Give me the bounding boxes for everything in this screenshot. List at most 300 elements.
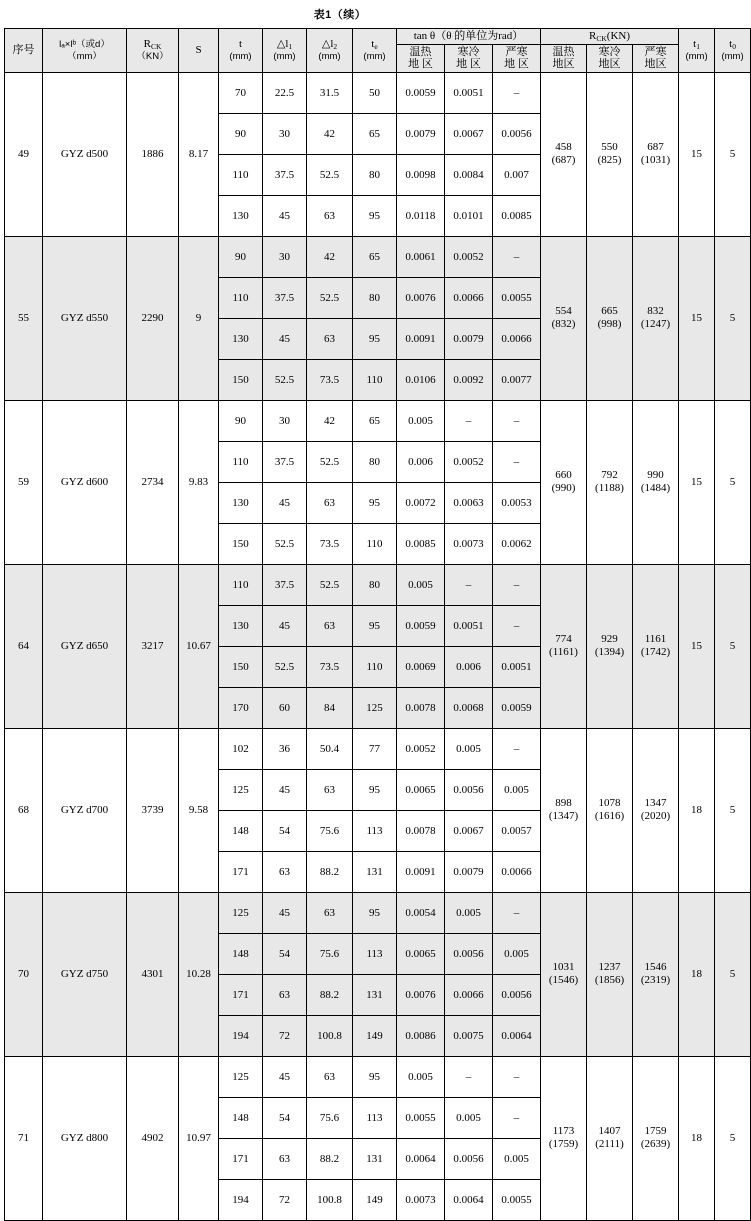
cell-tan-warm: 0.0073: [397, 1179, 445, 1220]
header-rck-zone-cold-l1: 寒冷: [598, 45, 621, 58]
cell-tan-warm: 0.0065: [397, 769, 445, 810]
cell-rck-severe: [633, 728, 679, 892]
row-rck-value: 2290: [127, 236, 179, 400]
cell-te: 95: [353, 482, 397, 523]
cell-te: 95: [353, 605, 397, 646]
cell-tan-warm: 0.005: [397, 1056, 445, 1097]
cell-tan-cold: 0.0067: [445, 810, 493, 851]
cell-t1: 15: [679, 400, 715, 564]
cell-delta-l1: 45: [263, 892, 307, 933]
header-te: [353, 29, 397, 73]
cell-t1: 15: [679, 236, 715, 400]
header-dl1-sub: 1: [288, 41, 293, 51]
row-specification: GYZ d800: [43, 1056, 127, 1220]
header-rck-zone-warm-l2: 地区: [552, 58, 575, 71]
header-t1-symbol: t: [693, 37, 697, 50]
cell-t0: 5: [715, 564, 751, 728]
cell-te: 80: [353, 564, 397, 605]
cell-tan-warm: 0.0076: [397, 277, 445, 318]
cell-rck-severe-paren: (2319): [640, 974, 671, 987]
cell-tan-severe: 0.005: [493, 933, 541, 974]
row-rck-value: 1886: [127, 72, 179, 236]
table-row: [5, 728, 751, 769]
table-row: [5, 236, 751, 277]
cell-tan-cold: 0.005: [445, 728, 493, 769]
cell-delta-l1: 52.5: [263, 523, 307, 564]
cell-t: 170: [219, 687, 263, 728]
cell-tan-severe: –: [493, 728, 541, 769]
header-tan-zone-warm-l1: 温热: [409, 45, 432, 58]
cell-te: 95: [353, 1056, 397, 1097]
cell-t1: 18: [679, 892, 715, 1056]
header-dl2-symbol: △l: [321, 37, 334, 50]
cell-delta-l2: 52.5: [307, 277, 353, 318]
table-row: [5, 1056, 751, 1097]
header-rck-group: [541, 29, 679, 45]
cell-t: 70: [219, 72, 263, 113]
cell-t0: 5: [715, 892, 751, 1056]
cell-rck-cold-main: 1078: [598, 796, 621, 809]
cell-delta-l2: 63: [307, 769, 353, 810]
cell-delta-l1: 60: [263, 687, 307, 728]
cell-rck-warm: [541, 892, 587, 1056]
cell-delta-l2: 73.5: [307, 523, 353, 564]
cell-tan-cold: 0.0056: [445, 1138, 493, 1179]
cell-rck-warm-main: 898: [555, 796, 572, 809]
cell-delta-l1: 45: [263, 769, 307, 810]
cell-rck-cold-paren: (1616): [594, 810, 625, 823]
header-spec: [43, 29, 127, 73]
cell-tan-cold: 0.0052: [445, 441, 493, 482]
cell-t: 150: [219, 523, 263, 564]
cell-rck-warm-paren: (1161): [549, 646, 578, 659]
cell-rck-severe: [633, 564, 679, 728]
cell-tan-severe: –: [493, 564, 541, 605]
cell-tan-cold: 0.0051: [445, 605, 493, 646]
cell-rck-warm: [541, 400, 587, 564]
cell-te: 113: [353, 810, 397, 851]
row-specification: GYZ d700: [43, 728, 127, 892]
cell-rck-warm: [541, 236, 587, 400]
cell-tan-cold: 0.0079: [445, 318, 493, 359]
cell-t1: 15: [679, 564, 715, 728]
cell-t: 150: [219, 359, 263, 400]
cell-delta-l2: 42: [307, 400, 353, 441]
cell-tan-warm: 0.0064: [397, 1138, 445, 1179]
cell-t: 171: [219, 1138, 263, 1179]
cell-delta-l2: 100.8: [307, 1015, 353, 1056]
row-sequence: 64: [5, 564, 43, 728]
cell-tan-warm: 0.0052: [397, 728, 445, 769]
cell-te: 149: [353, 1015, 397, 1056]
cell-tan-warm: 0.0059: [397, 72, 445, 113]
cell-tan-cold: 0.0056: [445, 769, 493, 810]
header-rck-group-unit: (KN): [606, 30, 630, 42]
cell-rck-severe-main: 1161: [644, 632, 667, 645]
cell-delta-l1: 54: [263, 810, 307, 851]
cell-tan-severe: 0.0066: [493, 851, 541, 892]
cell-tan-warm: 0.0054: [397, 892, 445, 933]
cell-rck-warm-paren: (1546): [548, 974, 579, 987]
row-rck-value: 4301: [127, 892, 179, 1056]
cell-delta-l2: 63: [307, 892, 353, 933]
cell-delta-l1: 37.5: [263, 441, 307, 482]
row-sequence: 71: [5, 1056, 43, 1220]
cell-te: 65: [353, 236, 397, 277]
cell-t: 125: [219, 769, 263, 810]
cell-t: 110: [219, 277, 263, 318]
header-rck: [127, 29, 179, 73]
cell-delta-l2: 50.4: [307, 728, 353, 769]
cell-rck-cold-main: 1237: [598, 960, 621, 973]
cell-t: 90: [219, 236, 263, 277]
cell-t: 150: [219, 646, 263, 687]
cell-tan-cold: 0.0052: [445, 236, 493, 277]
cell-rck-warm: [541, 728, 587, 892]
cell-delta-l2: 75.6: [307, 1097, 353, 1138]
cell-rck-severe: [633, 72, 679, 236]
row-shape-factor: 9.58: [179, 728, 219, 892]
cell-te: 77: [353, 728, 397, 769]
cell-rck-severe-paren: (2639): [640, 1138, 671, 1151]
cell-tan-cold: 0.0079: [445, 851, 493, 892]
row-specification: GYZ d750: [43, 892, 127, 1056]
cell-t: 125: [219, 892, 263, 933]
cell-delta-l2: 63: [307, 605, 353, 646]
cell-tan-warm: 0.0076: [397, 974, 445, 1015]
cell-tan-warm: 0.0069: [397, 646, 445, 687]
cell-delta-l2: 88.2: [307, 1138, 353, 1179]
cell-tan-severe: –: [493, 441, 541, 482]
header-tan-zone-warm: [397, 44, 445, 72]
cell-rck-cold-paren: (825): [597, 154, 622, 167]
header-rck-unit: （KN）: [136, 51, 169, 63]
cell-tan-cold: 0.0064: [445, 1179, 493, 1220]
cell-rck-warm: [541, 72, 587, 236]
cell-t: 130: [219, 605, 263, 646]
cell-delta-l2: 42: [307, 113, 353, 154]
cell-tan-warm: 0.0055: [397, 1097, 445, 1138]
cell-delta-l1: 45: [263, 318, 307, 359]
header-t0-symbol: t: [729, 37, 733, 50]
cell-t: 130: [219, 195, 263, 236]
cell-rck-warm-main: 458: [555, 140, 572, 153]
row-sequence: 68: [5, 728, 43, 892]
cell-tan-severe: 0.0056: [493, 974, 541, 1015]
cell-tan-warm: 0.0086: [397, 1015, 445, 1056]
header-tan-zone-warm-l2: 地 区: [408, 58, 433, 71]
cell-tan-cold: –: [445, 564, 493, 605]
header-tan-zone-cold: [445, 44, 493, 72]
cell-delta-l1: 54: [263, 933, 307, 974]
cell-tan-severe: 0.0056: [493, 113, 541, 154]
cell-delta-l1: 22.5: [263, 72, 307, 113]
header-rck-group-symbol: R: [589, 30, 597, 42]
cell-tan-cold: 0.0066: [445, 974, 493, 1015]
cell-rck-warm: [541, 564, 587, 728]
cell-rck-cold-paren: (1394): [594, 646, 625, 659]
row-shape-factor: 9: [179, 236, 219, 400]
cell-rck-warm-paren: (687): [551, 154, 576, 167]
cell-rck-cold: [587, 236, 633, 400]
cell-rck-severe-paren: (1247): [640, 318, 671, 331]
cell-te: 131: [353, 1138, 397, 1179]
cell-rck-severe: [633, 236, 679, 400]
table-body: [5, 72, 751, 1220]
cell-t0: 5: [715, 236, 751, 400]
header-t1-unit: (mm): [685, 51, 708, 63]
cell-t: 171: [219, 974, 263, 1015]
cell-tan-cold: 0.0084: [445, 154, 493, 195]
header-rck-zone-cold: [587, 44, 633, 72]
cell-delta-l2: 63: [307, 318, 353, 359]
cell-tan-cold: 0.005: [445, 1097, 493, 1138]
cell-tan-severe: –: [493, 400, 541, 441]
header-te-symbol: t: [371, 37, 375, 50]
cell-tan-cold: 0.0067: [445, 113, 493, 154]
cell-delta-l2: 63: [307, 1056, 353, 1097]
cell-rck-severe-main: 1347: [644, 796, 667, 809]
cell-tan-cold: –: [445, 400, 493, 441]
cell-tan-severe: 0.0055: [493, 277, 541, 318]
cell-te: 80: [353, 154, 397, 195]
cell-delta-l1: 30: [263, 400, 307, 441]
cell-delta-l2: 63: [307, 482, 353, 523]
header-tan-zone-severe-l2: 地 区: [504, 58, 529, 71]
cell-t: 125: [219, 1056, 263, 1097]
row-sequence: 49: [5, 72, 43, 236]
cell-te: 113: [353, 933, 397, 974]
cell-tan-severe: 0.0051: [493, 646, 541, 687]
header-tan-zone-cold-l1: 寒冷: [457, 45, 480, 58]
row-sequence: 59: [5, 400, 43, 564]
cell-rck-severe-paren: (1031): [640, 154, 671, 167]
cell-t: 148: [219, 810, 263, 851]
header-t-symbol: t: [238, 37, 243, 50]
cell-tan-warm: 0.0059: [397, 605, 445, 646]
header-rck-sub: CK: [150, 41, 162, 51]
cell-tan-cold: 0.0051: [445, 72, 493, 113]
cell-tan-severe: –: [493, 892, 541, 933]
cell-rck-cold-main: 1407: [598, 1124, 621, 1137]
cell-t: 130: [219, 482, 263, 523]
row-sequence: 70: [5, 892, 43, 1056]
table-caption: 表1（续）: [313, 9, 367, 21]
cell-delta-l1: 30: [263, 236, 307, 277]
cell-te: 95: [353, 318, 397, 359]
header-t0: [715, 29, 751, 73]
cell-tan-severe: 0.0057: [493, 810, 541, 851]
cell-t: 90: [219, 400, 263, 441]
cell-te: 131: [353, 851, 397, 892]
cell-te: 65: [353, 113, 397, 154]
row-shape-factor: 10.67: [179, 564, 219, 728]
cell-tan-warm: 0.005: [397, 400, 445, 441]
cell-t: 90: [219, 113, 263, 154]
row-shape-factor: 10.97: [179, 1056, 219, 1220]
cell-tan-warm: 0.0079: [397, 113, 445, 154]
row-specification: GYZ d600: [43, 400, 127, 564]
cell-tan-severe: 0.0085: [493, 195, 541, 236]
cell-tan-cold: 0.0056: [445, 933, 493, 974]
cell-tan-cold: 0.0066: [445, 277, 493, 318]
cell-rck-cold: [587, 564, 633, 728]
cell-tan-warm: 0.006: [397, 441, 445, 482]
cell-delta-l2: 73.5: [307, 359, 353, 400]
row-rck-value: 3739: [127, 728, 179, 892]
row-shape-factor: 8.17: [179, 72, 219, 236]
cell-t: 102: [219, 728, 263, 769]
row-rck-value: 2734: [127, 400, 179, 564]
cell-t: 194: [219, 1179, 263, 1220]
cell-te: 110: [353, 523, 397, 564]
header-spec-unit: （mm）: [67, 51, 102, 63]
cell-te: 95: [353, 892, 397, 933]
table-row: [5, 564, 751, 605]
cell-t0: 5: [715, 400, 751, 564]
cell-delta-l2: 52.5: [307, 154, 353, 195]
header-rck-symbol: R: [143, 37, 151, 50]
cell-delta-l1: 72: [263, 1179, 307, 1220]
cell-rck-severe: [633, 400, 679, 564]
cell-rck-cold-paren: (1188): [595, 482, 624, 495]
cell-rck-cold-main: 792: [601, 468, 618, 481]
cell-tan-warm: 0.0072: [397, 482, 445, 523]
cell-tan-warm: 0.0106: [397, 359, 445, 400]
cell-tan-warm: 0.0078: [397, 810, 445, 851]
row-rck-value: 3217: [127, 564, 179, 728]
cell-delta-l1: 52.5: [263, 646, 307, 687]
cell-rck-severe-main: 1759: [644, 1124, 667, 1137]
cell-rck-cold-main: 929: [601, 632, 618, 645]
cell-rck-severe-main: 990: [647, 468, 664, 481]
table-row: [5, 72, 751, 113]
cell-te: 65: [353, 400, 397, 441]
cell-delta-l2: 75.6: [307, 933, 353, 974]
cell-delta-l2: 75.6: [307, 810, 353, 851]
header-t0-sub: 0: [732, 41, 736, 51]
cell-rck-warm-paren: (1759): [548, 1138, 579, 1151]
cell-tan-severe: 0.005: [493, 1138, 541, 1179]
header-rck-zone-severe-l1: 严寒: [644, 45, 667, 58]
header-s: S: [179, 29, 219, 73]
cell-t1: 18: [679, 1056, 715, 1220]
header-tan-theta-group: tan θ（θ 的单位为rad）: [397, 29, 541, 45]
cell-t: 194: [219, 1015, 263, 1056]
cell-delta-l2: 84: [307, 687, 353, 728]
cell-t: 110: [219, 564, 263, 605]
cell-tan-severe: –: [493, 605, 541, 646]
header-tan-zone-cold-l2: 地 区: [456, 58, 481, 71]
cell-delta-l1: 45: [263, 482, 307, 523]
cell-tan-cold: 0.0092: [445, 359, 493, 400]
cell-t1: 15: [679, 72, 715, 236]
cell-t0: 5: [715, 72, 751, 236]
cell-tan-cold: –: [445, 1056, 493, 1097]
cell-rck-warm-paren: (1347): [548, 810, 579, 823]
cell-t: 148: [219, 1097, 263, 1138]
cell-rck-cold: [587, 892, 633, 1056]
cell-delta-l2: 31.5: [307, 72, 353, 113]
cell-delta-l1: 63: [263, 974, 307, 1015]
header-t1: [679, 29, 715, 73]
cell-tan-warm: 0.0091: [397, 851, 445, 892]
row-specification: GYZ d500: [43, 72, 127, 236]
header-t1-sub: 1: [696, 41, 700, 51]
table-header: [5, 29, 751, 73]
header-rck-zone-warm: [541, 44, 587, 72]
cell-tan-cold: 0.0073: [445, 523, 493, 564]
cell-te: 50: [353, 72, 397, 113]
header-te-sub: e: [374, 41, 378, 51]
cell-te: 110: [353, 646, 397, 687]
cell-delta-l2: 52.5: [307, 441, 353, 482]
row-shape-factor: 10.28: [179, 892, 219, 1056]
cell-delta-l1: 45: [263, 605, 307, 646]
cell-tan-warm: 0.0065: [397, 933, 445, 974]
cell-rck-severe-main: 1546: [644, 960, 667, 973]
cell-delta-l1: 54: [263, 1097, 307, 1138]
header-t-unit: (mm): [229, 51, 252, 63]
cell-tan-cold: 0.0068: [445, 687, 493, 728]
cell-rck-warm-main: 774: [555, 632, 572, 645]
cell-tan-severe: –: [493, 1097, 541, 1138]
header-t0-unit: (mm): [721, 51, 744, 63]
cell-rck-warm-main: 1173: [552, 1124, 575, 1137]
header-seq: 序号: [5, 29, 43, 73]
cell-tan-severe: –: [493, 1056, 541, 1097]
cell-rck-severe-main: 687: [647, 140, 664, 153]
cell-t: 130: [219, 318, 263, 359]
cell-tan-severe: –: [493, 236, 541, 277]
cell-t: 110: [219, 441, 263, 482]
cell-delta-l1: 63: [263, 1138, 307, 1179]
header-te-unit: (mm): [363, 51, 386, 63]
cell-delta-l1: 72: [263, 1015, 307, 1056]
cell-delta-l2: 63: [307, 195, 353, 236]
cell-delta-l1: 45: [263, 195, 307, 236]
cell-tan-cold: 0.0101: [445, 195, 493, 236]
cell-t: 110: [219, 154, 263, 195]
header-rck-zone-warm-l1: 温热: [552, 45, 575, 58]
cell-t: 171: [219, 851, 263, 892]
cell-tan-warm: 0.0085: [397, 523, 445, 564]
cell-rck-cold: [587, 1056, 633, 1220]
cell-rck-warm-paren: (990): [551, 482, 576, 495]
cell-tan-warm: 0.0098: [397, 154, 445, 195]
cell-tan-severe: 0.0053: [493, 482, 541, 523]
cell-tan-warm: 0.0118: [397, 195, 445, 236]
cell-rck-cold-paren: (1856): [594, 974, 625, 987]
header-spec-symbol: lₐ×lᵇ（或d）: [59, 38, 110, 50]
cell-tan-severe: 0.0077: [493, 359, 541, 400]
cell-rck-cold-main: 665: [601, 304, 618, 317]
cell-rck-warm-paren: (832): [551, 318, 576, 331]
cell-rck-warm-main: 660: [555, 468, 572, 481]
header-delta-l2: [307, 29, 353, 73]
cell-delta-l2: 73.5: [307, 646, 353, 687]
cell-tan-severe: 0.0066: [493, 318, 541, 359]
cell-delta-l1: 37.5: [263, 564, 307, 605]
cell-delta-l2: 52.5: [307, 564, 353, 605]
cell-tan-severe: –: [493, 72, 541, 113]
header-tan-zone-severe: [493, 44, 541, 72]
cell-te: 113: [353, 1097, 397, 1138]
cell-delta-l2: 42: [307, 236, 353, 277]
cell-tan-severe: 0.007: [493, 154, 541, 195]
cell-rck-cold: [587, 400, 633, 564]
cell-delta-l1: 36: [263, 728, 307, 769]
